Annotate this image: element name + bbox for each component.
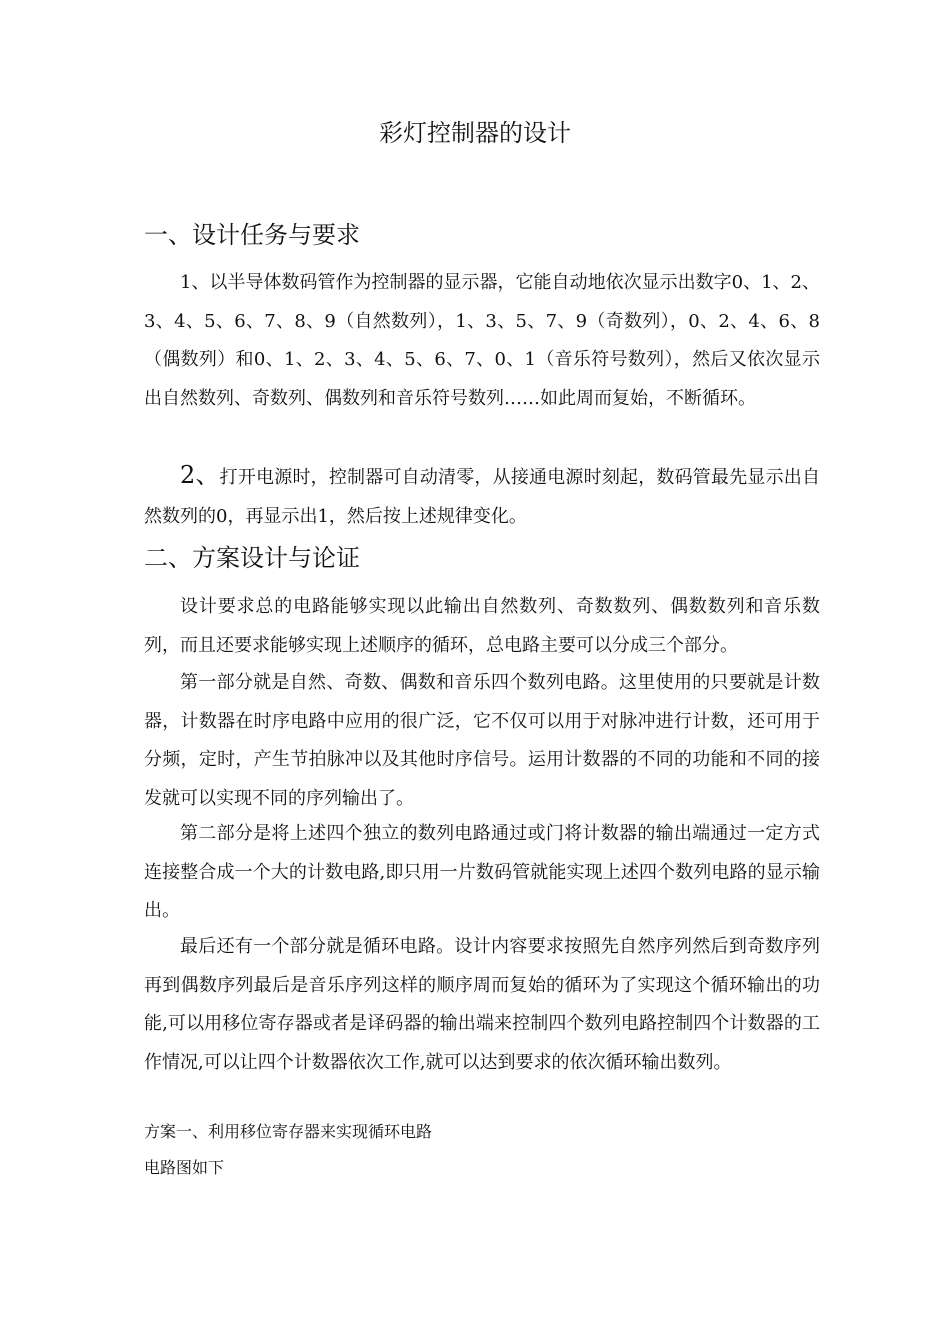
section-heading-scheme: 二、方案设计与论证 <box>144 544 360 572</box>
section-heading-requirements: 一、设计任务与要求 <box>144 221 360 249</box>
requirement-item-1: 1、以半导体数码管作为控制器的显示器，它能自动地依次显示出数字0、1、2、3、4、5、6、7、8、9（自然数列），1、3、5、7、9（奇数列），0、2、4、6、8（偶数列）和0、1、2、3、4、5、6、7、0、1（音乐符号数列），然后又依次显示出自然数列、奇数列、偶数列和音乐符号数列……如此周而复始，不断循环。 <box>144 272 820 409</box>
scheme-paragraph-4: 最后还有一个部分就是循环电路。设计内容要求按照先自然序列然后到奇数序列再到偶数序列最后是音乐序列这样的顺序周而复始的循环为了实现这个循环输出的功能,可以用移位寄存器或者是译码器的输出端来控制四个数列电路控制四个计数器的工作情况,可以让四个计数器依次工作,就可以达到要求的依次循环输出数列。 <box>144 936 820 1073</box>
scheme-paragraph-2: 第一部分就是自然、奇数、偶数和音乐四个数列电路。这里使用的只要就是计数器，计数器在时序电路中应用的很广泛，它不仅可以用于对脉冲进行计数，还可用于分频，定时，产生节拍脉冲以及其他时序信号。运用计数器的不同的功能和不同的接发就可以实现不同的序列输出了。 <box>144 672 820 809</box>
circuit-diagram-caption: 电路图如下 <box>144 1158 225 1177</box>
scheme-option-1: 方案一、利用移位寄存器来实现循环电路 <box>144 1122 433 1141</box>
scheme-paragraph-1: 设计要求总的电路能够实现以此输出自然数列、奇数数列、偶数数列和音乐数列，而且还要求能够实现上述顺序的循环，总电路主要可以分成三个部分。 <box>144 596 820 656</box>
requirement-item-2-text: 打开电源时，控制器可自动清零，从接通电源时刻起，数码管最先显示出自然数列的0，再显示出1，然后按上述规律变化。 <box>144 467 820 527</box>
requirement-item-2-number: 2、 <box>180 461 220 489</box>
scheme-paragraph-3: 第二部分是将上述四个独立的数列电路通过或门将计数器的输出端通过一定方式连接整合成一个大的计数电路,即只用一片数码管就能实现上述四个数列电路的显示输出。 <box>144 823 820 921</box>
requirement-item-2 <box>144 456 820 536</box>
document-title: 彩灯控制器的设计 <box>379 119 571 147</box>
